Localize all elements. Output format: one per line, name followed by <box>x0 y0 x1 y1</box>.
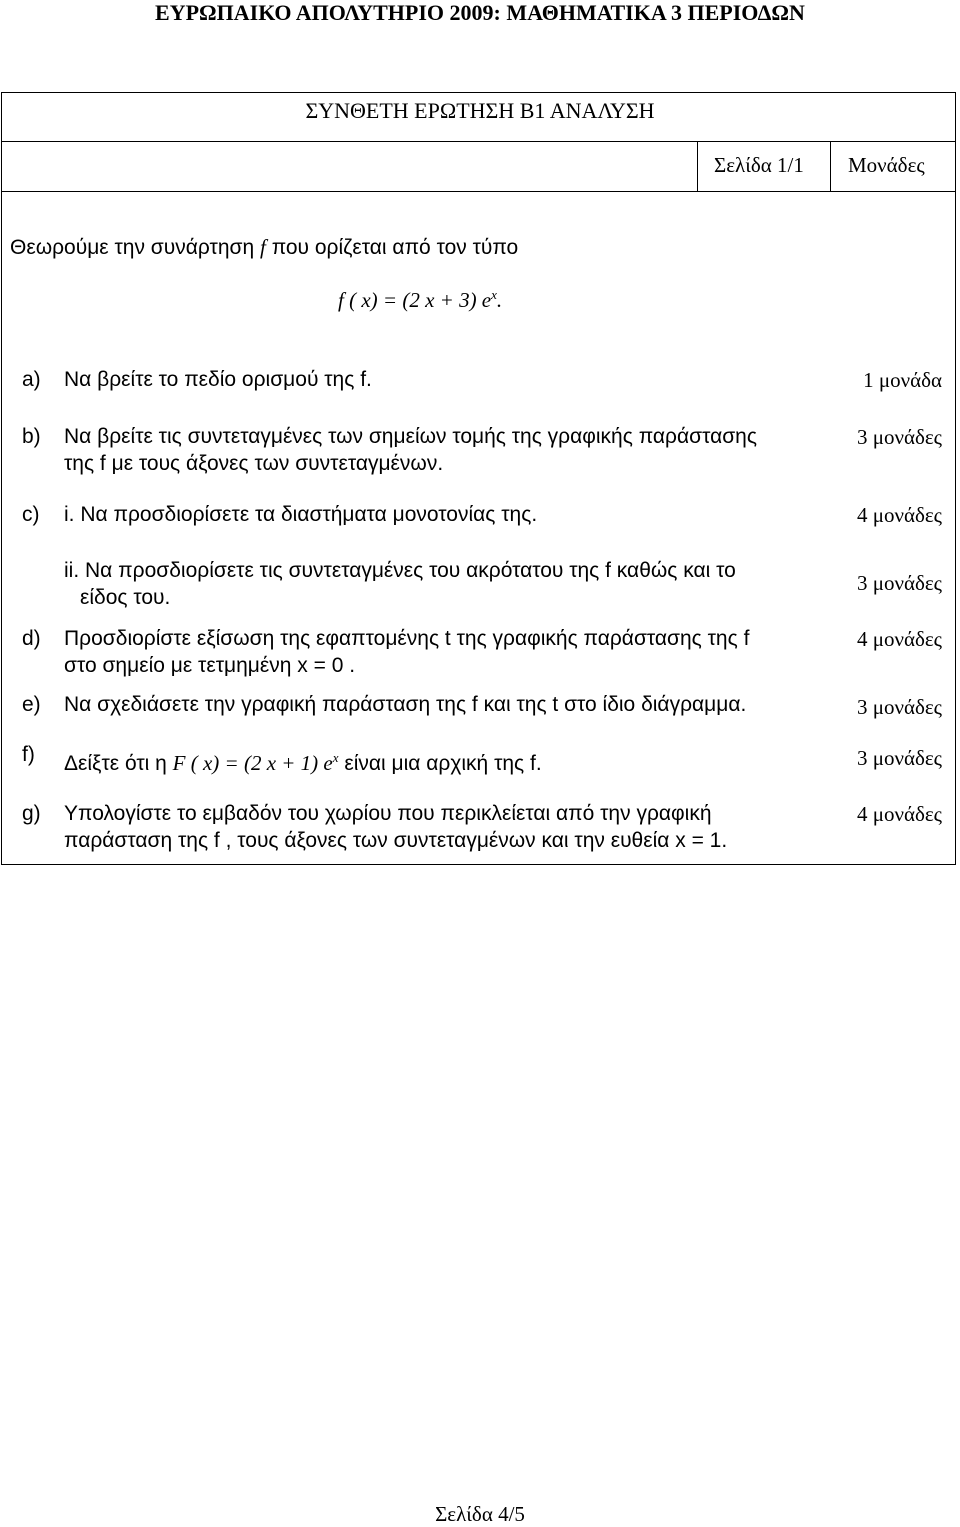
question-label: g) <box>22 802 41 825</box>
question-text: Να βρείτε το πεδίο ορισμού της f. <box>64 368 372 391</box>
divider <box>830 141 831 191</box>
question-marks: 4 μονάδες <box>856 503 942 527</box>
question-label: a) <box>22 368 41 391</box>
question-text: Υπολογίστε το εμβαδόν του χωρίου που περικλείεται από την γραφική <box>64 802 712 825</box>
question-text: i. Να προσδιορίσετε τα διαστήματα μονοτονίας της. <box>64 503 538 526</box>
question-text: Δείξτε ότι η F ( x) = (2 x + 1) $e^x$ είναι μια αρχική της f. <box>64 750 542 775</box>
page-number: Σελίδα 4/5 <box>435 1502 525 1526</box>
divider <box>697 141 698 191</box>
question-marks: 3 μονάδες <box>856 746 942 770</box>
question-label: e) <box>22 693 41 716</box>
intro-text: Θεωρούμε την συνάρτηση f που ορίζεται από τον τύπο <box>10 235 519 259</box>
question-text: της f με τους άξονες των συντεταγμένων. <box>64 452 444 475</box>
question-label: c) <box>22 503 40 526</box>
question-text: παράσταση της f , τους άξονες των συντεταγμένων και την ευθεία x = 1. <box>64 829 728 852</box>
question-text: Να βρείτε τις συντεταγμένες των σημείων τομής της γραφικής παράστασης <box>64 425 757 448</box>
function-formula: f ( x) = (2 x + 3) $e^x$. <box>338 287 503 312</box>
question-marks: 4 μονάδες <box>856 627 942 651</box>
question-text: Να σχεδιάσετε την γραφική παράσταση της f και της t στο ίδιο διάγραμμα. <box>64 693 747 716</box>
page-label: Σελίδα 1/1 <box>714 153 804 177</box>
question-title: ΣΥΝΘΕΤΗ ΕΡΩΤΗΣΗ Β1 ΑΝΑΛΥΣΗ <box>305 98 655 123</box>
question-marks: 3 μονάδες <box>856 571 942 595</box>
question-label: f) <box>22 743 35 766</box>
question-marks: 3 μονάδες <box>856 425 942 449</box>
divider <box>1 141 956 142</box>
question-marks: 1 μονάδα <box>863 368 942 392</box>
question-marks: 4 μονάδες <box>856 802 942 826</box>
question-label: b) <box>22 425 41 448</box>
question-text: στο σημείο με τετμημένη x = 0 . <box>64 654 356 677</box>
marks-header: Μονάδες <box>848 153 925 177</box>
question-text: είδος του. <box>80 586 171 609</box>
question-label: d) <box>22 627 41 650</box>
question-text: Προσδιορίστε εξίσωση της εφαπτομένης t της γραφικής παράστασης της f <box>64 627 750 650</box>
question-marks: 3 μονάδες <box>856 695 942 719</box>
question-text: ii. Να προσδιορίσετε τις συντεταγμένες του ακρότατου της f καθώς και το <box>64 559 736 582</box>
document-header: ΕΥΡΩΠΑΙΚΟ ΑΠΟΛΥΤΗΡΙΟ 2009: ΜΑΘΗΜΑΤΙΚΑ 3 ΠΕΡΙΟΔΩΝ <box>155 0 805 25</box>
divider <box>1 191 956 192</box>
